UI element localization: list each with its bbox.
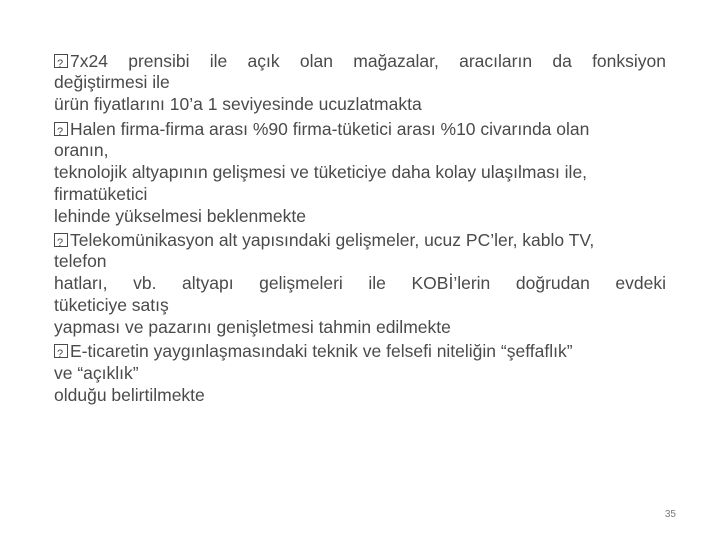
page-number: 35 [664, 509, 676, 520]
paragraph-4-line-1 [54, 339, 666, 363]
paragraph-1-line-3: ürün fiyatlarını 10’a 1 seviyesinde ucuzlatmakta [54, 94, 422, 115]
paragraph-1-line-1-text: 7x24 prensibi ile açık olan mağazalar, aracıların da fonksiyon [70, 51, 666, 71]
missing-glyph-bullet-icon [54, 54, 68, 68]
paragraph-3-line-4: tüketiciye satış [54, 295, 169, 315]
missing-glyph-bullet-icon [54, 344, 68, 358]
paragraph-1-line-2: değiştirmesi ile [54, 73, 170, 93]
paragraph-3-line-5: yapması ve pazarını genişletmesi tahmin edilmekte [54, 316, 451, 337]
paragraph-2-line-1-text: Halen firma-firma arası %90 firma-tüketici arası %10 civarında olan [70, 118, 590, 139]
paragraph-1-line-1 [54, 49, 666, 73]
paragraph-3-line-1-text: Telekomünikasyon alt yapısındaki gelişmeler, ucuz PC’ler, kablo TV, [70, 230, 595, 251]
paragraph-2-line-4: firmatüketici [54, 184, 148, 204]
paragraph-4-line-3: olduğu belirtilmekte [54, 384, 205, 405]
paragraph-3-line-2: telefon [54, 252, 107, 272]
missing-glyph-bullet-icon [54, 233, 68, 247]
paragraph-2-line-5: lehinde yükselmesi beklenmekte [54, 205, 306, 226]
slide-body [54, 49, 666, 407]
paragraph-2-line-1 [54, 117, 666, 141]
paragraph-2-line-2: oranın, [54, 141, 109, 161]
paragraph-2-line-3: teknolojik altyapının gelişmesi ve tüketiciye daha kolay ulaşılması ile, [54, 162, 588, 183]
paragraph-3-line-3: hatları, vb. altyapı gelişmeleri ile KOBİ’lerin doğrudan evdeki [54, 273, 666, 294]
paragraph-3-line-1 [54, 228, 666, 252]
missing-glyph-bullet-icon [54, 122, 68, 136]
paragraph-4-line-1-text: E-ticaretin yaygınlaşmasındaki teknik ve felsefi niteliğin “şeffaflık” [70, 341, 573, 362]
paragraph-4-line-2: ve “açıklık” [54, 363, 139, 383]
